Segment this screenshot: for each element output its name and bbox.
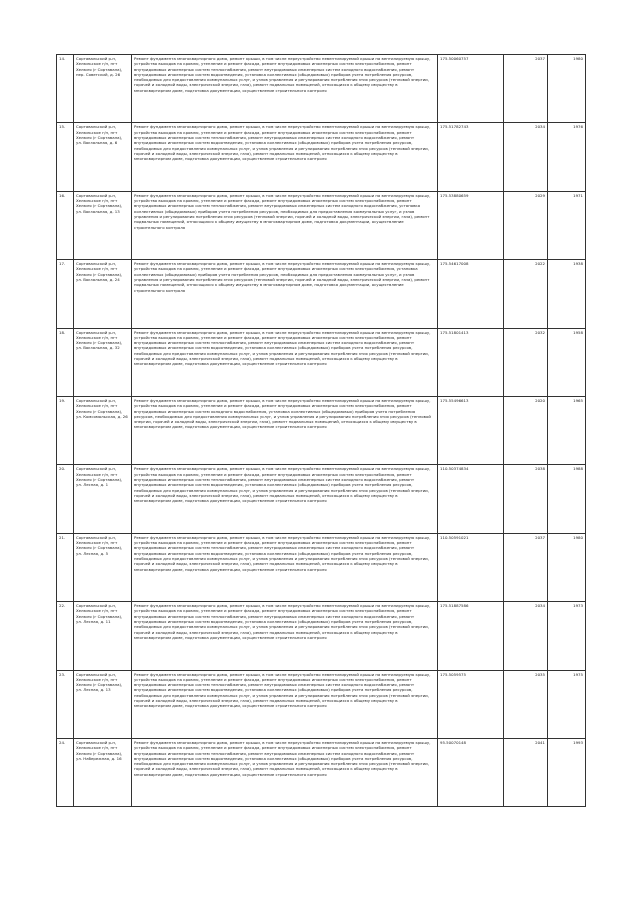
build-year-cell: 1976 bbox=[548, 123, 586, 191]
repair-program-table bbox=[56, 54, 586, 807]
amount-cell: 95.50070148 bbox=[438, 738, 504, 806]
table-row bbox=[57, 328, 586, 396]
address-cell: Сортавальский р-н, Хелюльское г/п, пгт Хелюля (г Сортавала), ул. Вокзальная, д. 13 bbox=[74, 191, 132, 259]
address-cell: Сортавальский р-н, Хелюльское г/п, пгт Хелюля (г Сортавала), пер. Советский, д. 26 bbox=[74, 55, 132, 123]
row-number: 19. bbox=[57, 396, 74, 464]
work-description-cell: Ремонт фундамента многоквартирного дома, ремонт крыши, в том числе переустройство невентилируемой крыши на вентилируемую крышу, устройство выходов на кровлю, утепление и ремонт фасада, ремонт внутридомовых инженерных систем электроснабжения, ремонт внутридомовых инженерных систем теплоснабжения, ремонт внутридомовых инженерных систем холодного водоснабжения, ремонт внутридомовых инженерных систем водоотведения, установка коллективных (общедомовых) приборов учета потребления ресурсов, необходимых для предоставления коммунальных услуг, и узлов управления и регулирования потребления этих ресурсов (тепловой энергии, горячей и холодной воды, электрической энергии, газа), ремонт подвальных помещений, относящихся к общему имуществу в многоквартирном доме, подготовка документации, осуществление строительного контроля bbox=[132, 738, 438, 806]
row-number: 14. bbox=[57, 55, 74, 123]
build-year-cell: 1958 bbox=[548, 328, 586, 396]
table-row bbox=[57, 533, 586, 601]
planned-year-cell: 2038 bbox=[504, 465, 548, 533]
planned-year-cell: 2032 bbox=[504, 328, 548, 396]
amount-cell: 175.55496613 bbox=[438, 396, 504, 464]
amount-cell: 175.51801413 bbox=[438, 328, 504, 396]
build-year-cell: 1973 bbox=[548, 602, 586, 670]
table-row bbox=[57, 465, 586, 533]
amount-cell: 175.51782743 bbox=[438, 123, 504, 191]
planned-year-cell: 2022 bbox=[504, 260, 548, 328]
build-year-cell: 1938 bbox=[548, 260, 586, 328]
address-cell: Сортавальский р-н, Хелюльское г/п, пгт Хелюля (г Сортавала), ул. Лесная, д. 5 bbox=[74, 533, 132, 601]
row-number: 20. bbox=[57, 465, 74, 533]
address-cell: Сортавальский р-н, Хелюльское г/п, пгт Хелюля (г Сортавала), ул. Комсомольская, д. 26 bbox=[74, 396, 132, 464]
address-cell: Сортавальский р-н, Хелюльское г/п, пгт Хелюля (г Сортавала), ул. Набережная, д. 16 bbox=[74, 738, 132, 806]
table-row bbox=[57, 123, 586, 191]
row-number: 17. bbox=[57, 260, 74, 328]
row-number: 23. bbox=[57, 670, 74, 738]
planned-year-cell: 2034 bbox=[504, 123, 548, 191]
planned-year-cell: 2034 bbox=[504, 602, 548, 670]
row-number: 22. bbox=[57, 602, 74, 670]
build-year-cell: 1971 bbox=[548, 191, 586, 259]
work-description-cell: Ремонт фундамента многоквартирного дома, ремонт крыши, в том числе переустройство невентилируемой крыши на вентилируемую крышу, устройство выходов на кровлю, утепление и ремонт фасада, ремонт внутридомовых инженерных систем электроснабжения, ремонт внутридомовых инженерных систем теплоснабжения, ремонт внутридомовых инженерных систем холодного водоснабжения, ремонт внутридомовых инженерных систем водоотведения, установка коллективных (общедомовых) приборов учета потребления ресурсов, необходимых для предоставления коммунальных услуг, и узлов управления и регулирования потребления этих ресурсов (тепловой энергии, горячей и холодной воды, электрической энергии, газа), ремонт подвальных помещений, относящихся к общему имуществу в многоквартирном доме, подготовка документации, осуществление строительного контроля bbox=[132, 328, 438, 396]
row-number: 21. bbox=[57, 533, 74, 601]
build-year-cell: 1988 bbox=[548, 465, 586, 533]
planned-year-cell: 2037 bbox=[504, 533, 548, 601]
row-number: 15. bbox=[57, 123, 74, 191]
address-cell: Сортавальский р-н, Хелюльское г/п, пгт Хелюля (г Сортавала), ул. Лесная, д. 13 bbox=[74, 670, 132, 738]
planned-year-cell: 2020 bbox=[504, 396, 548, 464]
table-row bbox=[57, 670, 586, 738]
work-description-cell: Ремонт фундамента многоквартирного дома, ремонт крыши, в том числе переустройство невентилируемой крыши на вентилируемую крышу, устройство выходов на кровлю, утепление и ремонт фасада, ремонт внутридомовых инженерных систем электроснабжения, ремонт внутридомовых инженерных систем теплоснабжения, ремонт внутридомовых инженерных систем холодного водоснабжения, ремонт внутридомовых инженерных систем водоотведения, установка коллективных (общедомовых) приборов учета потребления ресурсов, необходимых для предоставления коммунальных услуг, и узлов управления и регулирования потребления этих ресурсов (тепловой энергии, горячей и холодной воды, электрической энергии, газа), ремонт подвальных помещений, относящихся к общему имуществу в многоквартирном доме, подготовка документации, осуществление строительного контроля bbox=[132, 602, 438, 670]
build-year-cell: 1993 bbox=[548, 738, 586, 806]
table-row bbox=[57, 260, 586, 328]
table-body bbox=[57, 55, 586, 807]
work-description-cell: Ремонт фундамента многоквартирного дома, ремонт крыши, в том числе переустройство невентилируемой крыши на вентилируемую крышу, устройство выходов на кровлю, утепление и ремонт фасада, ремонт внутридомовых инженерных систем электроснабжения, ремонт внутридомовых инженерных систем теплоснабжения, ремонт внутридомовых инженерных систем холодного водоснабжения, ремонт внутридомовых инженерных систем водоотведения, установка коллективных (общедомовых) приборов учета потребления ресурсов, необходимых для предоставления коммунальных услуг, и узлов управления и регулирования потребления этих ресурсов (тепловой энергии, горячей и холодной воды, электрической энергии, газа), ремонт подвальных помещений, относящихся к общему имуществу в многоквартирном доме, подготовка документации, осуществление строительного контроля bbox=[132, 55, 438, 123]
amount-cell: 175.54617008 bbox=[438, 260, 504, 328]
address-cell: Сортавальский р-н, Хелюльское г/п, пгт Хелюля (г Сортавала), ул. Вокзальная, д. 6 bbox=[74, 123, 132, 191]
planned-year-cell: 2037 bbox=[504, 55, 548, 123]
address-cell: Сортавальский р-н, Хелюльское г/п, пгт Хелюля (г Сортавала), ул. Вокзальная, д. 24 bbox=[74, 260, 132, 328]
table-row bbox=[57, 55, 586, 123]
row-number: 16. bbox=[57, 191, 74, 259]
work-description-cell: Ремонт фундамента многоквартирного дома, ремонт крыши, в том числе переустройство невентилируемой крыши на вентилируемую крышу, устройство выходов на кровлю, утепление и ремонт фасада, ремонт внутридомовых инженерных систем электроснабжения, ремонт внутридомовых инженерных систем теплоснабжения, ремонт внутридомовых инженерных систем холодного водоснабжения, ремонт внутридомовых инженерных систем водоотведения, установка коллективных (общедомовых) приборов учета потребления ресурсов, необходимых для предоставления коммунальных услуг, и узлов управления и регулирования потребления этих ресурсов (тепловой энергии, горячей и холодной воды, электрической энергии, газа), ремонт подвальных помещений, относящихся к общему имуществу в многоквартирном доме, подготовка документации, осуществление строительного контроля bbox=[132, 670, 438, 738]
work-description-cell: Ремонт фундамента многоквартирного дома, ремонт крыши, в том числе переустройство невентилируемой крыши на вентилируемую крышу, устройство выходов на кровлю, утепление и ремонт фасада, ремонт внутридомовых инженерных систем электроснабжения, ремонт внутридомовых инженерных систем теплоснабжения, ремонт внутридомовых инженерных систем холодного водоснабжения, установка коллективных (общедомовых) приборов учета потребления ресурсов, необходимых для предоставления коммунальных услуг, и узлов управления и регулирования потребления этих ресурсов (тепловой энергии, горячей и холодной воды, электрической энергии, газа), ремонт подвальных помещений, относящихся к общему имуществу в многоквартирном доме, подготовка документации, осуществление строительного контроля bbox=[132, 191, 438, 259]
table-row bbox=[57, 191, 586, 259]
planned-year-cell: 2041 bbox=[504, 738, 548, 806]
amount-cell: 110.50591021 bbox=[438, 533, 504, 601]
work-description-cell: Ремонт фундамента многоквартирного дома, ремонт крыши, в том числе переустройство невентилируемой крыши на вентилируемую крышу, устройство выходов на кровлю, утепление и ремонт фасада, ремонт внутридомовых инженерных систем электроснабжения, ремонт внутридомовых инженерных систем теплоснабжения, ремонт внутридомовых инженерных систем холодного водоснабжения, ремонт внутридомовых инженерных систем водоотведения, установка коллективных (общедомовых) приборов учета потребления ресурсов, необходимых для предоставления коммунальных услуг, и узлов управления и регулирования потребления этих ресурсов (тепловой энергии, горячей и холодной воды, электрической энергии, газа), ремонт подвальных помещений, относящихся к общему имуществу в многоквартирном доме, подготовка документации, осуществление строительного контроля bbox=[132, 465, 438, 533]
work-description-cell: Ремонт фундамента многоквартирного дома, ремонт крыши, в том числе переустройство невентилируемой крыши на вентилируемую крышу, устройство выходов на кровлю, утепление и ремонт фасада, ремонт внутридомовых инженерных систем электроснабжения, установка коллективных (общедомовых) приборов учета потребления ресурсов, необходимых для предоставления коммунальных услуг, и узлов управления и регулирования потребления этих ресурсов (тепловой энергии, горячей и холодной воды, электрической энергии, газа), ремонт подвальных помещений, относящихся к общему имуществу в многоквартирном доме, подготовка документации, осуществление строительного контроля bbox=[132, 260, 438, 328]
planned-year-cell: 2035 bbox=[504, 670, 548, 738]
build-year-cell: 1980 bbox=[548, 55, 586, 123]
table-row bbox=[57, 738, 586, 806]
row-number: 18. bbox=[57, 328, 74, 396]
amount-cell: 175.51887586 bbox=[438, 602, 504, 670]
address-cell: Сортавальский р-н, Хелюльское г/п, пгт Хелюля (г Сортавала), ул. Вокзальная, д. 32 bbox=[74, 328, 132, 396]
row-number: 24. bbox=[57, 738, 74, 806]
amount-cell: 175.5059575 bbox=[438, 670, 504, 738]
work-description-cell: Ремонт фундамента многоквартирного дома, ремонт крыши, в том числе переустройство невентилируемой крыши на вентилируемую крышу, устройство выходов на кровлю, утепление и ремонт фасада, ремонт внутридомовых инженерных систем электроснабжения, ремонт внутридомовых инженерных систем теплоснабжения, ремонт внутридомовых инженерных систем холодного водоснабжения, ремонт внутридомовых инженерных систем водоотведения, установка коллективных (общедомовых) приборов учета потребления ресурсов, необходимых для предоставления коммунальных услуг, и узлов управления и регулирования потребления этих ресурсов (тепловой энергии, горячей и холодной воды, электрической энергии, газа), ремонт подвальных помещений, относящихся к общему имуществу в многоквартирном доме, подготовка документации, осуществление строительного контроля bbox=[132, 533, 438, 601]
build-year-cell: 1980 bbox=[548, 533, 586, 601]
table-row bbox=[57, 602, 586, 670]
address-cell: Сортавальский р-н, Хелюльское г/п, пгт Хелюля (г Сортавала), ул. Лесная, д. 1 bbox=[74, 465, 132, 533]
amount-cell: 175.50060757 bbox=[438, 55, 504, 123]
work-description-cell: Ремонт фундамента многоквартирного дома, ремонт крыши, в том числе переустройство невентилируемой крыши на вентилируемую крышу, устройство выходов на кровлю, утепление и ремонт фасада, ремонт внутридомовых инженерных систем электроснабжения, ремонт внутридомовых инженерных систем теплоснабжения, ремонт внутридомовых инженерных систем холодного водоснабжения, ремонт внутридомовых инженерных систем водоотведения, установка коллективных (общедомовых) приборов учета потребления ресурсов, необходимых для предоставления коммунальных услуг, и узлов управления и регулирования потребления этих ресурсов (тепловой энергии, горячей и холодной воды, электрической энергии, газа), ремонт подвальных помещений, относящихся к общему имуществу в многоквартирном доме, подготовка документации, осуществление строительного контроля bbox=[132, 123, 438, 191]
address-cell: Сортавальский р-н, Хелюльское г/п, пгт Хелюля (г Сортавала), ул. Лесная, д. 11 bbox=[74, 602, 132, 670]
amount-cell: 110.50374834 bbox=[438, 465, 504, 533]
build-year-cell: 1975 bbox=[548, 670, 586, 738]
planned-year-cell: 2029 bbox=[504, 191, 548, 259]
work-description-cell: Ремонт фундамента многоквартирного дома, ремонт крыши, в том числе переустройство невентилируемой крыши на вентилируемую крышу, устройство выходов на кровлю, утепление и ремонт фасада, ремонт внутридомовых инженерных систем электроснабжения, ремонт внутридомовых инженерных систем холодного водоснабжения, установка коллективных (общедомовых) приборов учета потребления ресурсов, необходимых для предоставления коммунальных услуг, и узлов управления и регулирования потребления этих ресурсов (тепловой энергии, горячей и холодной воды, электрической энергии, газа), ремонт подвальных помещений, относящихся к общему имуществу в многоквартирном доме, подготовка документации, осуществление строительного контроля bbox=[132, 396, 438, 464]
build-year-cell: 1965 bbox=[548, 396, 586, 464]
table-row bbox=[57, 396, 586, 464]
amount-cell: 175.53880659 bbox=[438, 191, 504, 259]
